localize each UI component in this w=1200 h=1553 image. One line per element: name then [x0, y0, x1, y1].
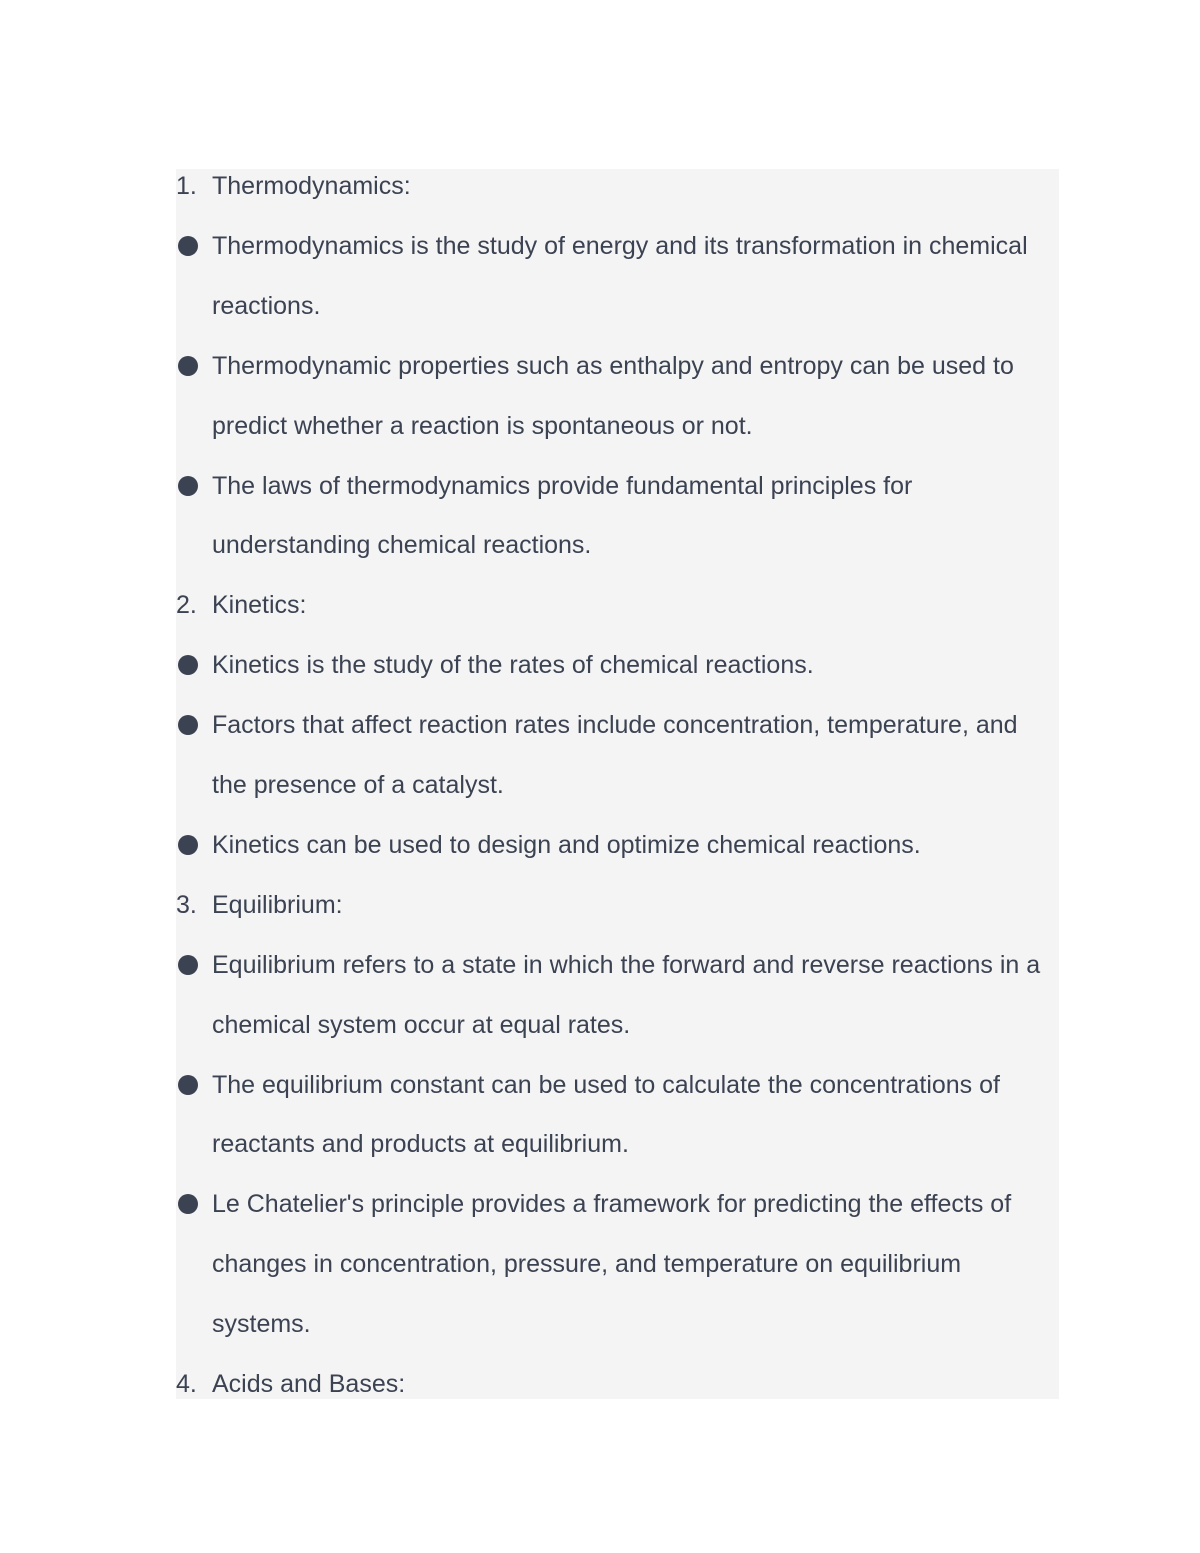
heading-text: Thermodynamics:	[212, 172, 411, 200]
bullet-text: changes in concentration, pressure, and temperature on equilibrium	[212, 1250, 962, 1279]
bullet-dot-icon	[178, 236, 198, 256]
bullet-line	[176, 1247, 1059, 1307]
bullet-line	[176, 1008, 1059, 1068]
list-number: 1.	[176, 172, 197, 200]
bullet-dot-icon	[178, 715, 198, 735]
bullet-line	[176, 289, 1059, 349]
bullet-text: Le Chatelier's principle provides a framework for predicting the effects of	[212, 1190, 1012, 1219]
bullet-text: Equilibrium refers to a state in which the forward and reverse reactions in a	[212, 950, 1041, 979]
section-heading	[176, 1367, 1059, 1427]
bullet-line	[176, 349, 1059, 409]
bullet-dot-icon	[178, 955, 198, 975]
bullet-text: chemical system occur at equal rates.	[212, 1010, 631, 1039]
bullet-text: Thermodynamics is the study of energy and its transformation in chemical	[212, 231, 1028, 260]
bullet-dot-icon	[178, 1075, 198, 1095]
bullet-text: Kinetics can be used to design and optimize chemical reactions.	[212, 830, 921, 859]
bullet-dot-icon	[178, 1194, 198, 1214]
bullet-line	[176, 1127, 1059, 1187]
bullet-dot-icon	[178, 835, 198, 855]
bullet-text: understanding chemical reactions.	[212, 531, 592, 560]
bullet-text: The equilibrium constant can be used to calculate the concentrations of	[212, 1070, 1000, 1099]
heading-text: Acids and Bases:	[212, 1370, 406, 1398]
bullet-line	[176, 648, 1059, 708]
list-number: 2.	[176, 591, 197, 620]
section-heading	[176, 588, 1059, 648]
section-heading	[176, 888, 1059, 948]
heading-text: Equilibrium:	[212, 890, 343, 919]
bullet-text: Kinetics is the study of the rates of chemical reactions.	[212, 651, 814, 680]
bullet-text: predict whether a reaction is spontaneous or not.	[212, 411, 753, 440]
bullet-line	[176, 708, 1059, 768]
bullet-line	[176, 409, 1059, 469]
bullet-line	[176, 828, 1059, 888]
bullet-line	[176, 528, 1059, 588]
bullet-line	[176, 229, 1059, 289]
section-heading	[176, 169, 1059, 229]
bullet-dot-icon	[178, 356, 198, 376]
bullet-text: systems.	[212, 1310, 311, 1339]
bullet-text: the presence of a catalyst.	[212, 771, 504, 799]
bullet-dot-icon	[178, 476, 198, 496]
list-number: 4.	[176, 1370, 197, 1398]
bullet-text: reactants and products at equilibrium.	[212, 1130, 629, 1159]
bullet-text: Factors that affect reaction rates include concentration, temperature, and	[212, 711, 1018, 740]
bullet-line	[176, 1187, 1059, 1247]
bullet-line	[176, 1307, 1059, 1367]
heading-text: Kinetics:	[212, 591, 307, 620]
bullet-line	[176, 948, 1059, 1008]
bullet-line	[176, 768, 1059, 828]
bullet-line	[176, 469, 1059, 529]
bullet-dot-icon	[178, 655, 198, 675]
content-block	[176, 169, 1059, 1399]
bullet-text: Thermodynamic properties such as enthalpy and entropy can be used to	[212, 351, 1014, 380]
bullet-line	[176, 1068, 1059, 1128]
bullet-text: reactions.	[212, 291, 321, 320]
list-number: 3.	[176, 890, 197, 919]
bullet-text: The laws of thermodynamics provide fundamental principles for	[212, 471, 913, 500]
